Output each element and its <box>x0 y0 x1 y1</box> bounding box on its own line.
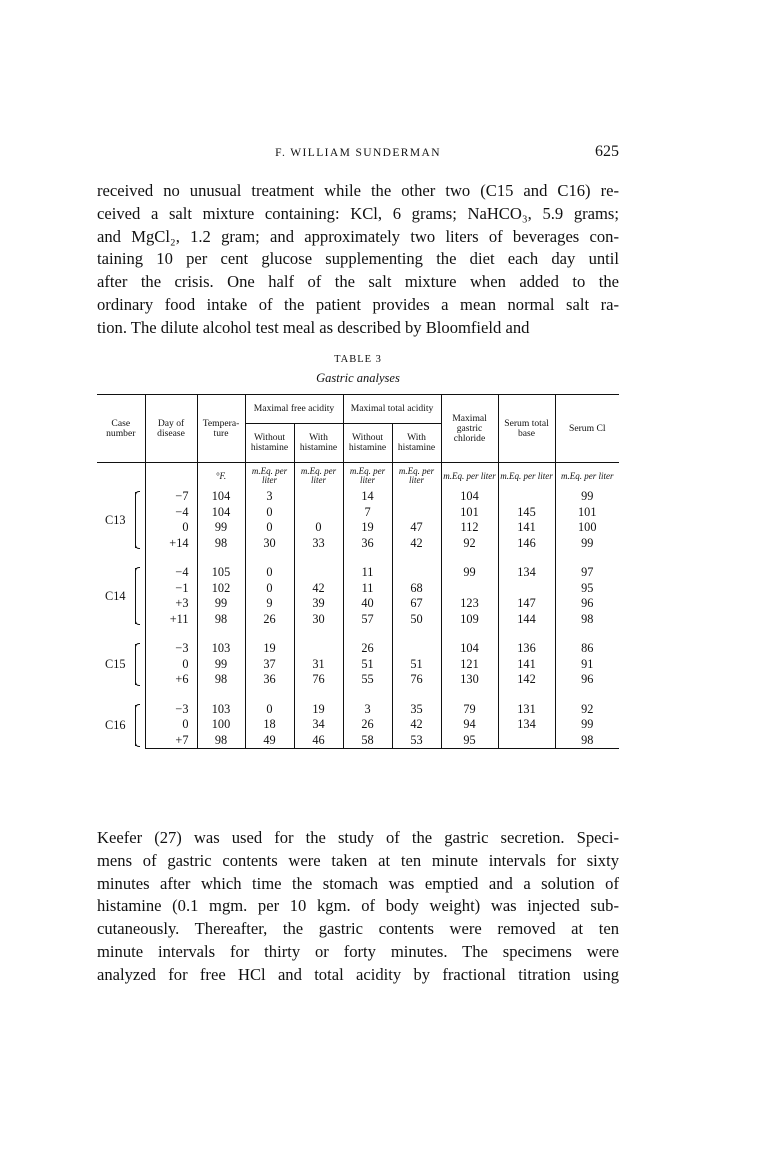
cell-serum-base: 131 <box>498 702 555 718</box>
text-line: minute intervals for thirty or forty minutes. The specimens were <box>97 941 619 961</box>
cell-serum-base: 134 <box>498 565 555 581</box>
unit-cell: m.Eq. per liter <box>555 463 619 490</box>
table-subtitle: Gastric analyses <box>316 371 400 385</box>
cell-free-without: 30 <box>245 536 294 552</box>
cell-free-with: 76 <box>294 672 343 688</box>
cell-temp: 98 <box>197 536 245 552</box>
case-cell <box>97 489 145 551</box>
cell-total-without: 26 <box>343 717 392 733</box>
cell-free-without: 0 <box>245 520 294 536</box>
cell-serum-cl: 98 <box>555 733 619 749</box>
cell-free-with: 33 <box>294 536 343 552</box>
cell-day: −3 <box>145 702 197 718</box>
cell-free-without: 0 <box>245 505 294 521</box>
cell-gastric-chloride: 130 <box>441 672 498 688</box>
case-label: C14 <box>105 588 126 603</box>
unit-cell: m.Eq. per liter <box>441 463 498 490</box>
cell-total-with: 42 <box>392 717 441 733</box>
cell-serum-base: 136 <box>498 641 555 657</box>
cell-total-without: 36 <box>343 536 392 552</box>
cell-serum-base: 147 <box>498 596 555 612</box>
cell-free-with <box>294 641 343 657</box>
cell-gastric-chloride: 112 <box>441 520 498 536</box>
cell-day: 0 <box>145 520 197 536</box>
cell-serum-cl: 99 <box>555 489 619 505</box>
cell-free-without: 37 <box>245 657 294 673</box>
cell-free-with <box>294 505 343 521</box>
table-row <box>97 505 619 521</box>
page-number: 625 <box>595 143 619 160</box>
cell-total-with: 68 <box>392 581 441 597</box>
case-cell <box>97 565 145 627</box>
case-label: C13 <box>105 512 126 527</box>
cell-gastric-chloride: 109 <box>441 612 498 628</box>
header-day-of-disease: Day of disease <box>145 395 197 463</box>
unit-cell: m.Eq. per liter <box>294 463 343 490</box>
table-row <box>97 581 619 597</box>
header-maximal-gastric-chloride: Maximal gastric chloride <box>441 395 498 463</box>
cell-total-with <box>392 505 441 521</box>
cell-temp: 105 <box>197 565 245 581</box>
table-row <box>97 596 619 612</box>
cell-gastric-chloride: 104 <box>441 641 498 657</box>
cell-day: +3 <box>145 596 197 612</box>
brace-icon <box>135 492 141 548</box>
cell-day: 0 <box>145 717 197 733</box>
header-serum-cl: Serum Cl <box>555 395 619 463</box>
brace-icon <box>135 568 141 624</box>
cell-temp: 104 <box>197 505 245 521</box>
cell-total-with <box>392 565 441 581</box>
table-row <box>97 520 619 536</box>
cell-free-without: 3 <box>245 489 294 505</box>
cell-serum-cl: 96 <box>555 672 619 688</box>
text-line: mens of gastric contents were taken at ten minute intervals for sixty <box>97 850 619 870</box>
cell-temp: 99 <box>197 657 245 673</box>
text-line: ceived a salt mixture containing: KCl, 6 grams; NaHCO₃, 5.9 grams; <box>97 203 619 223</box>
text-line: minutes after which time the stomach was emptied and a solution of <box>97 873 619 893</box>
cell-serum-base: 145 <box>498 505 555 521</box>
cell-serum-base: 141 <box>498 657 555 673</box>
cell-total-without: 55 <box>343 672 392 688</box>
cell-free-with: 19 <box>294 702 343 718</box>
cell-temp: 103 <box>197 702 245 718</box>
cell-day: +14 <box>145 536 197 552</box>
cell-free-without: 9 <box>245 596 294 612</box>
cell-gastric-chloride: 104 <box>441 489 498 505</box>
table-row <box>97 657 619 673</box>
text-line: cutaneously. Thereafter, the gastric contents were removed at ten <box>97 919 619 939</box>
table-row <box>97 672 619 688</box>
header-total-with-histamine: With histamine <box>392 424 441 463</box>
unit-cell: m.Eq. per liter <box>392 463 441 490</box>
cell-total-with: 42 <box>392 536 441 552</box>
cell-total-with <box>392 489 441 505</box>
cell-serum-cl: 91 <box>555 657 619 673</box>
cell-gastric-chloride: 94 <box>441 717 498 733</box>
cell-serum-cl: 96 <box>555 596 619 612</box>
header-maximal-free-acidity: Maximal free acidity <box>245 395 343 424</box>
header-serum-total-base: Serum total base <box>498 395 555 463</box>
paragraph-before-table <box>97 180 619 340</box>
cell-free-with <box>294 565 343 581</box>
cell-day: −1 <box>145 581 197 597</box>
cell-serum-cl: 92 <box>555 702 619 718</box>
unit-cell: m.Eq. per liter <box>245 463 294 490</box>
cell-free-with: 0 <box>294 520 343 536</box>
cell-serum-cl: 101 <box>555 505 619 521</box>
cell-free-without: 0 <box>245 702 294 718</box>
cell-day: −4 <box>145 565 197 581</box>
cell-free-without: 0 <box>245 565 294 581</box>
text-line: analyzed for free HCl and total acidity by fractional titration using <box>97 964 619 984</box>
table-row <box>97 565 619 581</box>
cell-serum-cl: 99 <box>555 717 619 733</box>
cell-free-without: 18 <box>245 717 294 733</box>
table-label: TABLE 3 <box>334 354 382 365</box>
group-spacer <box>97 688 619 702</box>
brace-icon <box>135 644 141 685</box>
cell-serum-base <box>498 581 555 597</box>
cell-day: −4 <box>145 505 197 521</box>
cell-total-with: 35 <box>392 702 441 718</box>
cell-temp: 103 <box>197 641 245 657</box>
cell-temp: 99 <box>197 520 245 536</box>
cell-day: −7 <box>145 489 197 505</box>
case-label: C16 <box>105 717 126 732</box>
cell-temp: 100 <box>197 717 245 733</box>
running-header-author: F. WILLIAM SUNDERMAN <box>275 147 441 159</box>
cell-serum-cl: 98 <box>555 612 619 628</box>
cell-total-without: 14 <box>343 489 392 505</box>
case-cell <box>97 641 145 688</box>
cell-free-with: 31 <box>294 657 343 673</box>
cell-total-with: 67 <box>392 596 441 612</box>
paragraph-after-table <box>97 827 619 987</box>
cell-free-with: 39 <box>294 596 343 612</box>
cell-gastric-chloride: 79 <box>441 702 498 718</box>
table-row <box>97 702 619 718</box>
table-row <box>97 489 619 505</box>
table-row <box>97 536 619 552</box>
cell-day: +11 <box>145 612 197 628</box>
cell-gastric-chloride <box>441 581 498 597</box>
group-spacer <box>97 627 619 641</box>
cell-serum-base: 141 <box>498 520 555 536</box>
text-line: ordinary food intake of the patient provides a mean normal salt ra- <box>97 294 619 314</box>
cell-total-with: 76 <box>392 672 441 688</box>
cell-free-without: 19 <box>245 641 294 657</box>
unit-cell: °F. <box>197 463 245 490</box>
text-line: received no unusual treatment while the other two (C15 and C16) re- <box>97 181 619 200</box>
cell-day: −3 <box>145 641 197 657</box>
cell-total-without: 57 <box>343 612 392 628</box>
header-maximal-total-acidity: Maximal total acidity <box>343 395 441 424</box>
cell-total-without: 7 <box>343 505 392 521</box>
cell-total-without: 3 <box>343 702 392 718</box>
cell-free-with: 42 <box>294 581 343 597</box>
cell-serum-cl: 95 <box>555 581 619 597</box>
cell-free-with <box>294 489 343 505</box>
cell-serum-base: 142 <box>498 672 555 688</box>
table-row <box>97 612 619 628</box>
cell-total-without: 26 <box>343 641 392 657</box>
cell-total-without: 19 <box>343 520 392 536</box>
cell-gastric-chloride: 123 <box>441 596 498 612</box>
cell-total-without: 11 <box>343 581 392 597</box>
cell-day: +6 <box>145 672 197 688</box>
units-row <box>97 463 619 490</box>
cell-day: 0 <box>145 657 197 673</box>
cell-free-without: 0 <box>245 581 294 597</box>
cell-temp: 98 <box>197 612 245 628</box>
cell-gastric-chloride: 92 <box>441 536 498 552</box>
cell-total-with: 50 <box>392 612 441 628</box>
header-case-number: Case number <box>97 395 145 463</box>
cell-total-with: 51 <box>392 657 441 673</box>
header-temperature: Tempera- ture <box>197 395 245 463</box>
cell-gastric-chloride: 95 <box>441 733 498 749</box>
cell-free-without: 36 <box>245 672 294 688</box>
cell-total-with: 47 <box>392 520 441 536</box>
cell-temp: 104 <box>197 489 245 505</box>
header-free-with-histamine: With histamine <box>294 424 343 463</box>
cell-total-without: 51 <box>343 657 392 673</box>
cell-serum-base <box>498 489 555 505</box>
header-total-without-histamine: Without histamine <box>343 424 392 463</box>
text-line: Keefer (27) was used for the study of the gastric secretion. Speci- <box>97 828 619 847</box>
cell-serum-base: 144 <box>498 612 555 628</box>
cell-gastric-chloride: 121 <box>441 657 498 673</box>
cell-temp: 98 <box>197 672 245 688</box>
gastric-analyses-table <box>97 394 619 749</box>
table-row <box>97 717 619 733</box>
cell-free-with: 34 <box>294 717 343 733</box>
cell-serum-cl: 97 <box>555 565 619 581</box>
header-free-without-histamine: Without histamine <box>245 424 294 463</box>
cell-total-without: 40 <box>343 596 392 612</box>
cell-day: +7 <box>145 733 197 749</box>
cell-free-without: 49 <box>245 733 294 749</box>
brace-icon <box>135 705 141 746</box>
cell-free-with: 30 <box>294 612 343 628</box>
text-line: after the crisis. One half of the salt mixture when added to the <box>97 272 619 292</box>
cell-serum-base <box>498 733 555 749</box>
cell-total-with <box>392 641 441 657</box>
unit-cell: m.Eq. per liter <box>343 463 392 490</box>
cell-gastric-chloride: 99 <box>441 565 498 581</box>
running-header <box>97 143 619 163</box>
cell-total-without: 58 <box>343 733 392 749</box>
case-label: C15 <box>105 656 126 671</box>
table-row <box>97 733 619 749</box>
table-row <box>97 641 619 657</box>
cell-serum-cl: 99 <box>555 536 619 552</box>
cell-total-without: 11 <box>343 565 392 581</box>
case-cell <box>97 702 145 749</box>
cell-temp: 99 <box>197 596 245 612</box>
cell-serum-cl: 100 <box>555 520 619 536</box>
unit-cell: m.Eq. per liter <box>498 463 555 490</box>
cell-temp: 102 <box>197 581 245 597</box>
cell-serum-cl: 86 <box>555 641 619 657</box>
text-line: taining 10 per cent glucose supplementing the diet each day until <box>97 249 619 269</box>
cell-temp: 98 <box>197 733 245 749</box>
cell-free-with: 46 <box>294 733 343 749</box>
cell-free-without: 26 <box>245 612 294 628</box>
text-line: tion. The dilute alcohol test meal as described by Bloomfield and <box>97 317 530 337</box>
text-line: and MgCl₂, 1.2 gram; and approximately two liters of beverages con- <box>97 226 619 246</box>
cell-serum-base: 146 <box>498 536 555 552</box>
cell-total-with: 53 <box>392 733 441 749</box>
cell-gastric-chloride: 101 <box>441 505 498 521</box>
text-line: histamine (0.1 mgm. per 10 kgm. of body weight) was injected sub- <box>97 896 619 916</box>
cell-serum-base: 134 <box>498 717 555 733</box>
group-spacer <box>97 551 619 565</box>
